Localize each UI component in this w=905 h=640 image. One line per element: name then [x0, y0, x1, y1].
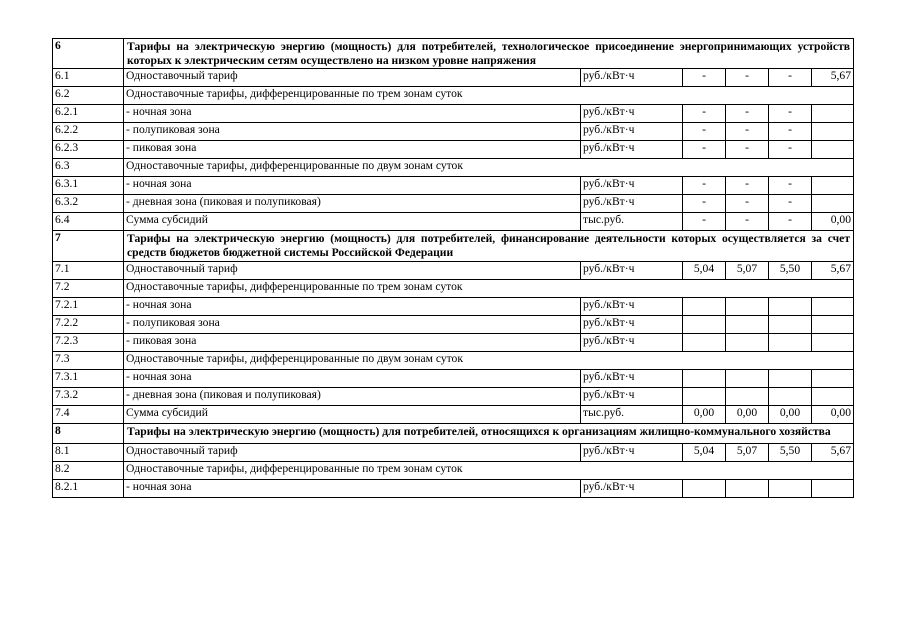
row-label: - пиковая зона	[124, 141, 581, 159]
value-cell-2: -	[726, 141, 769, 159]
value-cell-4	[812, 141, 854, 159]
row-unit: руб./кВт·ч	[581, 387, 683, 405]
row-number: 7.3.1	[53, 369, 124, 387]
tariff-table	[52, 38, 854, 498]
value-cell-1: -	[683, 69, 726, 87]
section-header-row	[53, 231, 854, 261]
value-cell-1: -	[683, 105, 726, 123]
table-row	[53, 405, 854, 423]
value-cell-3: -	[769, 177, 812, 195]
value-cell-1: 5,04	[683, 443, 726, 461]
table-row	[53, 177, 854, 195]
row-label: - ночная зона	[124, 105, 581, 123]
row-number: 6.3.2	[53, 195, 124, 213]
table-row	[53, 369, 854, 387]
value-cell-1: 5,04	[683, 261, 726, 279]
value-cell-4: 5,67	[812, 261, 854, 279]
table-row	[53, 123, 854, 141]
row-number: 6.2	[53, 87, 124, 105]
value-cell-3	[769, 315, 812, 333]
row-label: - дневная зона (пиковая и полупиковая)	[124, 387, 581, 405]
row-label: Сумма субсидий	[124, 213, 581, 231]
value-cell-4: 0,00	[812, 213, 854, 231]
value-cell-4	[812, 105, 854, 123]
row-label: Одноставочный тариф	[124, 443, 581, 461]
row-label: Одноставочные тарифы, дифференцированные по трем зонам суток	[124, 461, 854, 479]
value-cell-3: -	[769, 69, 812, 87]
value-cell-4	[812, 387, 854, 405]
value-cell-3: -	[769, 123, 812, 141]
row-number: 7.3	[53, 351, 124, 369]
row-number: 7.3.2	[53, 387, 124, 405]
row-unit: руб./кВт·ч	[581, 177, 683, 195]
value-cell-3: -	[769, 141, 812, 159]
value-cell-1: 0,00	[683, 405, 726, 423]
row-label: Одноставочные тарифы, дифференцированные по трем зонам суток	[124, 87, 854, 105]
value-cell-2: -	[726, 195, 769, 213]
value-cell-2	[726, 369, 769, 387]
row-unit: руб./кВт·ч	[581, 443, 683, 461]
row-unit: руб./кВт·ч	[581, 105, 683, 123]
value-cell-1: -	[683, 141, 726, 159]
row-unit: руб./кВт·ч	[581, 315, 683, 333]
table-row	[53, 213, 854, 231]
row-label: - полупиковая зона	[124, 315, 581, 333]
row-label: Одноставочные тарифы, дифференцированные по двум зонам суток	[124, 159, 854, 177]
section-number: 6	[53, 39, 124, 69]
section-number: 7	[53, 231, 124, 261]
row-unit: тыс.руб.	[581, 213, 683, 231]
value-cell-2	[726, 315, 769, 333]
row-unit: руб./кВт·ч	[581, 479, 683, 497]
value-cell-1	[683, 387, 726, 405]
value-cell-3: 5,50	[769, 261, 812, 279]
value-cell-4: 0,00	[812, 405, 854, 423]
row-number: 7.4	[53, 405, 124, 423]
value-cell-2: -	[726, 123, 769, 141]
value-cell-4	[812, 123, 854, 141]
value-cell-1: -	[683, 213, 726, 231]
value-cell-2: -	[726, 69, 769, 87]
table-row	[53, 351, 854, 369]
table-row	[53, 279, 854, 297]
row-number: 8.2.1	[53, 479, 124, 497]
row-label: - полупиковая зона	[124, 123, 581, 141]
row-label: Одноставочный тариф	[124, 261, 581, 279]
row-number: 6.2.3	[53, 141, 124, 159]
value-cell-3	[769, 479, 812, 497]
row-unit: руб./кВт·ч	[581, 141, 683, 159]
row-number: 6.2.1	[53, 105, 124, 123]
value-cell-1	[683, 333, 726, 351]
value-cell-3: -	[769, 105, 812, 123]
value-cell-1: -	[683, 177, 726, 195]
table-row	[53, 297, 854, 315]
value-cell-4	[812, 195, 854, 213]
row-number: 7.2.1	[53, 297, 124, 315]
value-cell-4	[812, 369, 854, 387]
value-cell-2	[726, 297, 769, 315]
value-cell-2: 5,07	[726, 443, 769, 461]
row-unit: тыс.руб.	[581, 405, 683, 423]
row-label: - ночная зона	[124, 177, 581, 195]
row-unit: руб./кВт·ч	[581, 261, 683, 279]
value-cell-4	[812, 177, 854, 195]
row-label: Одноставочные тарифы, дифференцированные по трем зонам суток	[124, 279, 854, 297]
table-row	[53, 141, 854, 159]
value-cell-1: -	[683, 195, 726, 213]
value-cell-2: -	[726, 105, 769, 123]
table-row	[53, 333, 854, 351]
row-unit: руб./кВт·ч	[581, 333, 683, 351]
section-number: 8	[53, 423, 124, 443]
table-row	[53, 461, 854, 479]
row-number: 6.2.2	[53, 123, 124, 141]
value-cell-2: 0,00	[726, 405, 769, 423]
section-header-row	[53, 39, 854, 69]
table-row	[53, 105, 854, 123]
value-cell-3: 0,00	[769, 405, 812, 423]
table-row	[53, 315, 854, 333]
table-row	[53, 195, 854, 213]
tariff-table-body	[53, 39, 854, 498]
row-number: 7.2	[53, 279, 124, 297]
table-row	[53, 387, 854, 405]
table-row	[53, 159, 854, 177]
value-cell-4	[812, 333, 854, 351]
value-cell-2	[726, 479, 769, 497]
row-number: 7.2.2	[53, 315, 124, 333]
row-unit: руб./кВт·ч	[581, 69, 683, 87]
value-cell-1	[683, 297, 726, 315]
row-unit: руб./кВт·ч	[581, 297, 683, 315]
value-cell-2: -	[726, 177, 769, 195]
row-number: 8.1	[53, 443, 124, 461]
table-row	[53, 87, 854, 105]
value-cell-3: 5,50	[769, 443, 812, 461]
section-title: Тарифы на электрическую энергию (мощность) для потребителей, относящихся к организациям жилищно-коммунального хозяйства	[124, 423, 854, 443]
table-row	[53, 69, 854, 87]
value-cell-4	[812, 297, 854, 315]
value-cell-1: -	[683, 123, 726, 141]
value-cell-1	[683, 479, 726, 497]
row-number: 6.4	[53, 213, 124, 231]
row-number: 6.1	[53, 69, 124, 87]
row-unit: руб./кВт·ч	[581, 123, 683, 141]
table-row	[53, 261, 854, 279]
section-title: Тарифы на электрическую энергию (мощность) для потребителей, технологическое присоединение энергопринимающих устройств которых к электрическим сетям осуществлено на низком уровне напряжения	[124, 39, 854, 69]
section-header-row	[53, 423, 854, 443]
value-cell-2	[726, 387, 769, 405]
row-number: 6.3	[53, 159, 124, 177]
row-label: Одноставочные тарифы, дифференцированные по двум зонам суток	[124, 351, 854, 369]
value-cell-2: -	[726, 213, 769, 231]
tariff-document	[52, 38, 853, 498]
row-label: - дневная зона (пиковая и полупиковая)	[124, 195, 581, 213]
row-unit: руб./кВт·ч	[581, 195, 683, 213]
row-label: - ночная зона	[124, 369, 581, 387]
row-number: 6.3.1	[53, 177, 124, 195]
row-label: - пиковая зона	[124, 333, 581, 351]
value-cell-3	[769, 297, 812, 315]
value-cell-4	[812, 479, 854, 497]
row-label: - ночная зона	[124, 479, 581, 497]
value-cell-3	[769, 387, 812, 405]
value-cell-4	[812, 315, 854, 333]
value-cell-1	[683, 369, 726, 387]
value-cell-3: -	[769, 195, 812, 213]
value-cell-1	[683, 315, 726, 333]
value-cell-3	[769, 369, 812, 387]
row-label: Сумма субсидий	[124, 405, 581, 423]
value-cell-4: 5,67	[812, 69, 854, 87]
value-cell-3: -	[769, 213, 812, 231]
value-cell-2: 5,07	[726, 261, 769, 279]
table-row	[53, 479, 854, 497]
row-number: 7.2.3	[53, 333, 124, 351]
value-cell-2	[726, 333, 769, 351]
value-cell-3	[769, 333, 812, 351]
row-unit: руб./кВт·ч	[581, 369, 683, 387]
row-number: 8.2	[53, 461, 124, 479]
row-label: Одноставочный тариф	[124, 69, 581, 87]
table-row	[53, 443, 854, 461]
row-label: - ночная зона	[124, 297, 581, 315]
value-cell-4: 5,67	[812, 443, 854, 461]
section-title: Тарифы на электрическую энергию (мощность) для потребителей, финансирование деятельности которых осуществляется за счет средств бюджетов бюджетной системы Российской Федерации	[124, 231, 854, 261]
row-number: 7.1	[53, 261, 124, 279]
